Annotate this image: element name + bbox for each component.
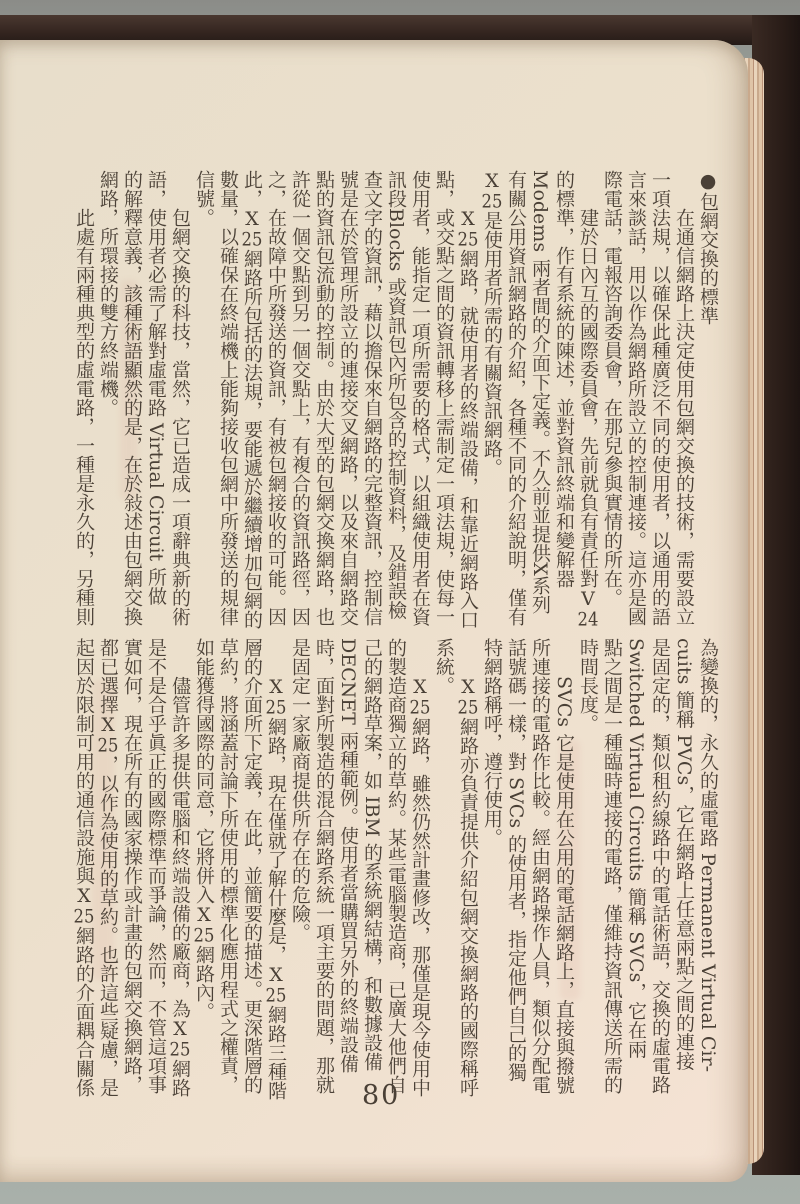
text-column: 的解釋意義，該種術語顯然的是，在於敍述由包網交換 <box>121 170 143 626</box>
text-column: 訊段Blocks 或資訊包內所包含的控制資料，及錯誤檢 <box>385 170 407 620</box>
text-column: 層的介面所下定義，在此，並簡要的描述。更深階層的 <box>241 638 263 1094</box>
text-column: 此，X25網路所包括的法規，要能遞於繼續增加包網的 <box>241 170 263 629</box>
text-column: 的標準，作有系統的陳述，並對資訊終端和變解器 <box>553 170 575 588</box>
text-column: 實如何，現在所有的國家操作或計畫的包網交換網路， <box>121 638 143 1094</box>
text-column: 點，或交點之間的資訊轉移上需制定一項法規，使每一 <box>433 170 455 626</box>
text-column: 號是在於管理所設立的連接交叉網路，以及來自網路交 <box>337 170 359 626</box>
text-column: X25網路亦負責提供介紹包網交換網路的國際稱呼 <box>457 676 479 1097</box>
text-column: 時，面對所製造的混合網路系統一項主要的問題，那就 <box>313 638 335 1094</box>
text-column: 儘管許多提供電腦和終端設備的廠商，為X25網路 <box>169 676 191 1097</box>
text-column: 起因於限制可用的通信設施與X25網路的介面耦合關係 <box>73 638 95 1097</box>
text-column: X25網路，現在僅就了解什麼是，X25網路三種階 <box>265 676 287 1100</box>
text-column: 在通信網路上決定使用包網交換的技術，需要設立 <box>673 208 695 626</box>
text-column: 之，在故障中所發送的資訊，有被包網接收的可能。因 <box>265 170 287 626</box>
text-column: 建於日內互的國際委員會，先前就負有責任對V24 <box>577 208 599 629</box>
text-column: 點的資訊包流動的控制。由於大型的包網交換網路，也 <box>313 170 335 626</box>
text-column: 如能獲得國際的同意，它將併入X25網路內。 <box>193 638 215 1021</box>
text-column: 言來談話，用以作為網路所設立的控制連接。這亦是國 <box>625 170 647 626</box>
text-column: 際電話，電報咨詢委員會，在那兒參與實情的所在。 <box>601 170 623 607</box>
text-column: 包網交換的科技，當然，它已造成一項辭典新的術 <box>169 208 191 626</box>
article-top-text-block <box>72 170 720 636</box>
text-column: 是固定一家廠商提供所存在的危險。 <box>289 638 311 942</box>
text-column: 是不是合乎眞正的國際標準而爭論，然而，不管這項事 <box>145 638 167 1094</box>
text-column: 己的網路草案，如 IBM 的系統網結構，和數據設備 <box>361 638 383 1072</box>
text-column: 系統。 <box>433 638 455 695</box>
section-heading: ●包網交換的標準 <box>697 170 719 325</box>
text-column: 為變換的，永久的虛電路 Permanent Virtual Cir- <box>697 638 719 1073</box>
text-column: 話號碼一樣，對 SVCs 的使用者，指定他們自己的獨 <box>505 638 527 1082</box>
text-column: 數量，以確保在終端機上能夠接收包網中所發送的規律 <box>217 170 239 626</box>
text-column: X25是使用者所需的有關資訊網路。 <box>481 170 503 477</box>
text-column: 有關公用資訊網路的介紹，各種不同的介紹說明，僅有 <box>505 170 527 626</box>
text-column: Switched Virtual Circuits 簡稱 SVCs，它在兩 <box>625 638 647 1059</box>
text-column: Modems 兩者間的介面下定義。不久前並提供X系列 <box>529 170 551 614</box>
text-column: cuits 簡稱 PVCs，它在網路上任意兩點之間的連接 <box>673 638 695 1071</box>
text-column: 查文字的資訊，藉以擔保來自網路的完整資訊，控制信 <box>361 170 383 626</box>
text-column: 是固定的，類似租約線路中的電話術語，交換的虛電路 <box>649 638 671 1094</box>
text-column: 信號。 <box>193 170 215 227</box>
text-column: 網路，所環接的雙方終端機。 <box>97 170 119 417</box>
text-column: 所連接的電路作比較。經由網路操作人員，類似分配電 <box>529 638 551 1094</box>
text-column: 時間長度。 <box>577 638 599 733</box>
text-column: 一項法規，以確保此種廣泛不同的使用者，以通用的語 <box>649 170 671 626</box>
text-column: 的製造商獨立的草約。某些電腦製造商，已廣大他們自 <box>385 638 407 1094</box>
text-column: X25網路，就使用者的終端設備，和靠近網路入口 <box>457 208 479 629</box>
text-column: SVCs 它是使用在公用的電話網路上，直接與撥號 <box>553 676 575 1095</box>
text-column: 都已選擇X25，以作為使用的草約。也許這些疑慮，是 <box>97 638 119 1097</box>
text-column: 使用者，能指定一項所需要的格式，以組織使用者在資 <box>409 170 431 626</box>
text-column: 語，使用者必需了解對虛電路 Virtual Circuit 所做 <box>145 170 167 606</box>
text-column: 許從一個交點到另一個交點上，有複合的資訊路徑，因 <box>289 170 311 626</box>
text-column: 點之間是一種臨時連接的電路，僅維持資訊傳送所需的 <box>601 638 623 1094</box>
page-number: 80 <box>362 1080 401 1111</box>
text-column: 特網路稱呼，遵行使用。 <box>481 638 503 847</box>
article-bottom-text-block <box>72 638 720 1104</box>
text-column: X25網路，雖然仍然計畫修改，那僅是現今使用中 <box>409 676 431 1097</box>
text-column: DECNET 兩種範例。使用者當購買另外的終端設備 <box>337 638 359 1073</box>
text-column: 草約，將涵蓋討論下所使用的標準化應用程式之權責， <box>217 638 239 1094</box>
text-column: 此處有兩種典型的虛電路，一種是永久的，另種則 <box>73 208 95 626</box>
